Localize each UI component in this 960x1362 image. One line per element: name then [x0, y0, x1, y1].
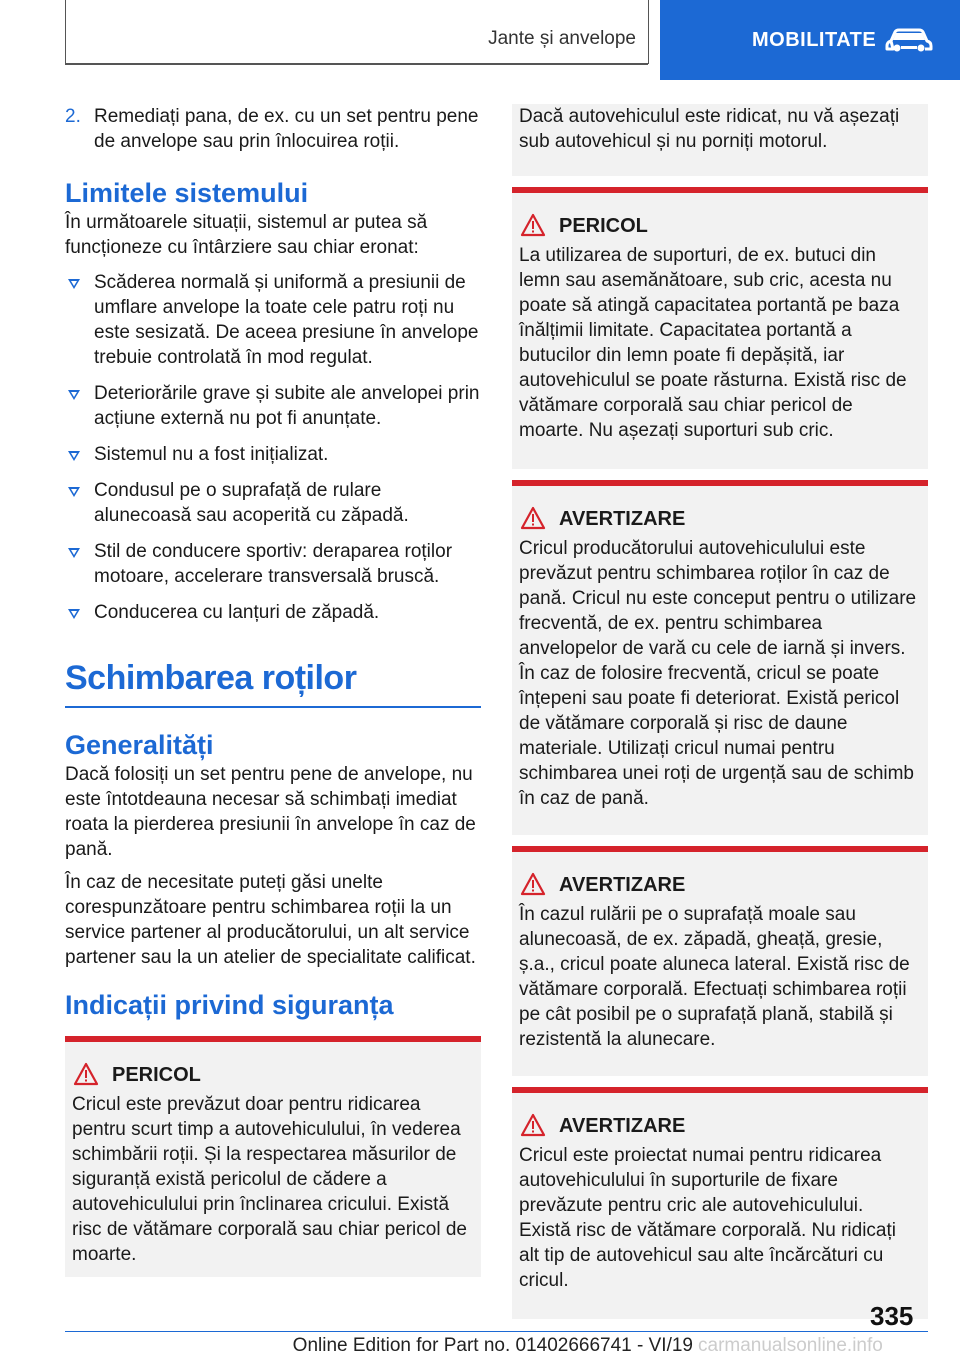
general-paragraph-1: Dacă folosiți un set pentru pene de anvelope, nu este întotdeauna necesar să schimbați imediat roata la pierderea presiunii în anvelope în caz de pană. — [65, 764, 476, 860]
triangle-bullet-icon — [68, 487, 80, 497]
chapter-tab[interactable] — [660, 0, 960, 80]
right-column — [512, 104, 928, 1319]
list-item: Stil de conducere sportiv: deraparea roților motoare, accelerare transversală bruscă. — [65, 539, 481, 589]
limits-list — [65, 270, 481, 625]
watermark: carmanualsonline.info — [698, 1335, 883, 1356]
step-number: 2. — [65, 106, 81, 127]
footer-rule — [65, 1331, 928, 1332]
left-column — [65, 104, 481, 1277]
warning-title: AVERTIZARE — [519, 872, 920, 898]
warning-triangle-icon — [520, 872, 546, 896]
triangle-bullet-icon — [68, 451, 80, 461]
warning-text: Cricul producătorului autovehiculului este prevăzut pentru schimbarea roților în caz de pană. Cricul nu este conceput pentru o utilizare frecventă, de ex. pentru schimbarea anvelopelor de vară cu cele de iarnă și invers. În caz de folosire frecventă, cricul se poate înțepeni sau poate fi deteriorat. Există pericol de vătămare corporală și risc de daune materiale. Utilizați cricul numai pentru schimbarea unei roți de urgență sau de schimb în caz de pană. — [519, 538, 917, 809]
list-item: Scăderea normală și uniformă a presiunii de umflare anvelope la toate cele patru roți nu este sesizată. De aceea presiune în anvelope trebuie controlată în mod regulat. — [65, 270, 481, 370]
car-icon — [885, 27, 933, 59]
section-title: Jante și anvelope — [488, 28, 636, 49]
chapter-tab-label: MOBILITATE — [752, 29, 877, 51]
list-item: Sistemul nu a fost inițializat. — [65, 442, 481, 467]
limits-intro: În următoarele situații, sistemul ar putea să funcționeze cu întârziere sau chiar eronat: — [65, 212, 428, 258]
step-text: Remediați pana, de ex. cu un set pentru pene de anvelope sau prin înlocuirea roții. — [94, 106, 479, 152]
safety-heading: Indicații privind siguranța — [65, 990, 394, 1020]
danger-text: La utilizarea de suporturi, de ex. butuci din lemn sau asemănătoare, sub cric, acesta nu poate să atingă capacitatea portantă pe baza înălțimii limitate. Capacitatea portantă a butucilor din lemn poate fi depășită, iar autovehiculul se poate răsturna. Există risc de vătămare corporală sau chiar pericol de moarte. Nu așezați suporturi sub cric. — [519, 245, 907, 441]
warning-triangle-icon — [73, 1062, 99, 1086]
header-bottom-rule — [65, 63, 648, 65]
warning-title: AVERTIZARE — [519, 506, 920, 532]
warning-text: Cricul este proiectat numai pentru ridicarea autovehiculului în suporturile de fixare prevăzute pentru cric ale autovehiculului. Există risc de vătămare corporală. Nu ridicați alt tip de autovehicul sau alte încărcături cu cricul. — [519, 1145, 896, 1291]
triangle-bullet-icon — [68, 548, 80, 558]
warning-text: În cazul rulării pe o suprafață moale sau alunecoasă, de ex. zăpadă, gheață, gresie, ș.a., cricul poate aluneca lateral. Există risc de vătămare corporală. Efectuați schimbarea roții pe cât posibil pe o suprafață plană, stabilă și rezistentă la alunecare. — [519, 904, 910, 1050]
warning-box — [512, 1087, 928, 1319]
warning-triangle-icon — [520, 213, 546, 237]
chapter-heading: Schimbarea roților — [65, 659, 357, 697]
list-item: Conducerea cu lanțuri de zăpadă. — [65, 600, 481, 625]
triangle-bullet-icon — [68, 390, 80, 400]
page-number: 335 — [870, 1301, 914, 1331]
continued-text: Dacă autovehiculul este ridicat, nu vă așezați sub autovehicul și nu porniți motorul. — [519, 106, 900, 152]
danger-box — [65, 1036, 481, 1277]
warning-box — [512, 480, 928, 835]
warning-triangle-icon — [520, 506, 546, 530]
continued-box — [512, 104, 928, 176]
step-2 — [65, 104, 481, 154]
list-item: Condusul pe o suprafață de rulare alunecoasă sau acoperită cu zăpadă. — [65, 478, 481, 528]
list-item: Deteriorările grave și subite ale anvelopei prin acțiune externă nu pot fi anunțate. — [65, 381, 481, 431]
danger-box — [512, 187, 928, 469]
edition-note: Online Edition for Part no. 01402666741 - VI/19 — [250, 1335, 693, 1357]
header-left-rule — [65, 0, 66, 64]
general-paragraph-2: În caz de necesitate puteți găsi unelte corespunzătoare pentru schimbarea roții la un service partener al producătorului, un alt service partener sau la un atelier de specialitate calificat. — [65, 872, 476, 968]
header-separator — [648, 0, 649, 64]
warning-title: AVERTIZARE — [519, 1113, 920, 1139]
danger-title: PERICOL — [72, 1062, 473, 1088]
warning-triangle-icon — [520, 1113, 546, 1137]
limits-heading: Limitele sistemului — [65, 178, 309, 208]
triangle-bullet-icon — [68, 609, 80, 619]
warning-box — [512, 846, 928, 1076]
general-heading: Generalități — [65, 730, 214, 760]
triangle-bullet-icon — [68, 279, 80, 289]
heading-rule — [65, 706, 481, 708]
danger-text: Cricul este prevăzut doar pentru ridicarea pentru scurt timp a autovehiculului, în vederea schimbării roții. Și la respectarea măsurilor de siguranță există pericolul de cădere a autovehiculului prin înclinarea cricului. Există risc de vătămare corporală sau chiar pericol de moarte. — [72, 1094, 467, 1265]
danger-title: PERICOL — [519, 213, 920, 239]
